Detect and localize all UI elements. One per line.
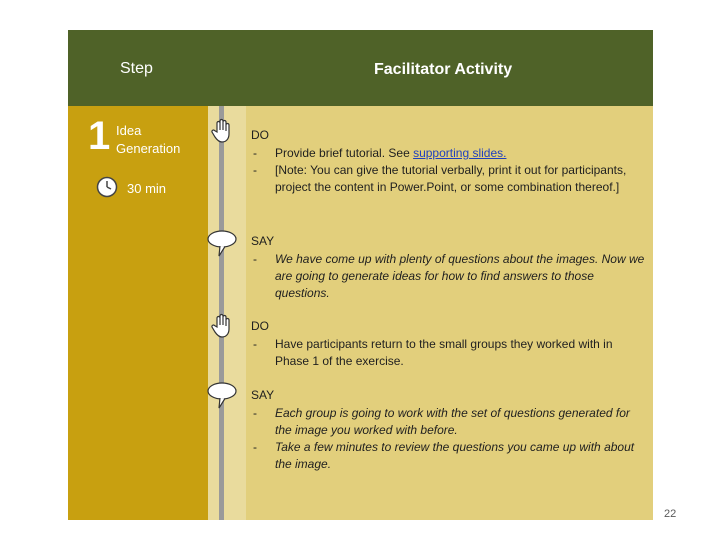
block-tag: SAY [251, 388, 275, 402]
step-column-heading: Step [120, 60, 153, 77]
hand-icon [211, 313, 235, 339]
block-tag: DO [251, 319, 269, 333]
step-title: Idea Generation [116, 123, 181, 156]
item-text: Take a few minutes to review the questions you came up with about the image. [275, 440, 635, 471]
hand-icon [211, 118, 235, 144]
table-header [68, 30, 653, 106]
list-item: - Have participants return to the small groups they worked with in Phase 1 of the exercise. [253, 337, 613, 368]
list-item: - [Note: You can give the tutorial verbally, print it out for participants, project the content in Power.Point, or some combination thereof.] [253, 163, 627, 194]
step-duration: 30 min [127, 181, 167, 196]
speech-bubble-icon [206, 380, 238, 412]
list-item: - Each group is going to work with the set of questions generated for the image you worked with before. [253, 406, 630, 437]
supporting-slides-link[interactable]: supporting slides. [413, 146, 507, 160]
list-item: - We have come up with plenty of questions about the images. Now we are going to generate ideas for how to find answers to those questions. [253, 252, 645, 300]
speech-bubble-icon [206, 228, 238, 260]
block-tag: SAY [251, 234, 275, 248]
item-text: We have come up with plenty of questions about the images. Now we are going to generate ideas for how to find answers to those questions. [275, 252, 645, 300]
clock-icon [96, 176, 118, 198]
activity-block-do [251, 127, 646, 196]
step-number: 1 [88, 114, 111, 158]
block-tag: DO [251, 128, 269, 142]
item-text: Each group is going to work with the set of questions generated for the image you worked with before. [275, 406, 630, 437]
list-item: - Take a few minutes to review the questions you came up with about the image. [253, 440, 635, 471]
activity-block-do [251, 318, 646, 370]
list-item: - Provide brief tutorial. See supporting slides. [253, 146, 507, 160]
item-text: Have participants return to the small groups they worked with in Phase 1 of the exercise. [275, 337, 613, 368]
item-text: [Note: You can give the tutorial verbally, print it out for participants, project the content in Power.Point, or some combination thereof.] [275, 163, 627, 194]
step-column [68, 106, 208, 520]
activity-block-say [251, 387, 646, 473]
activity-block-say [251, 233, 646, 302]
page-number: 22 [664, 508, 677, 520]
activity-column-heading: Facilitator Activity [374, 61, 513, 78]
item-text: Provide brief tutorial. See [275, 146, 414, 160]
